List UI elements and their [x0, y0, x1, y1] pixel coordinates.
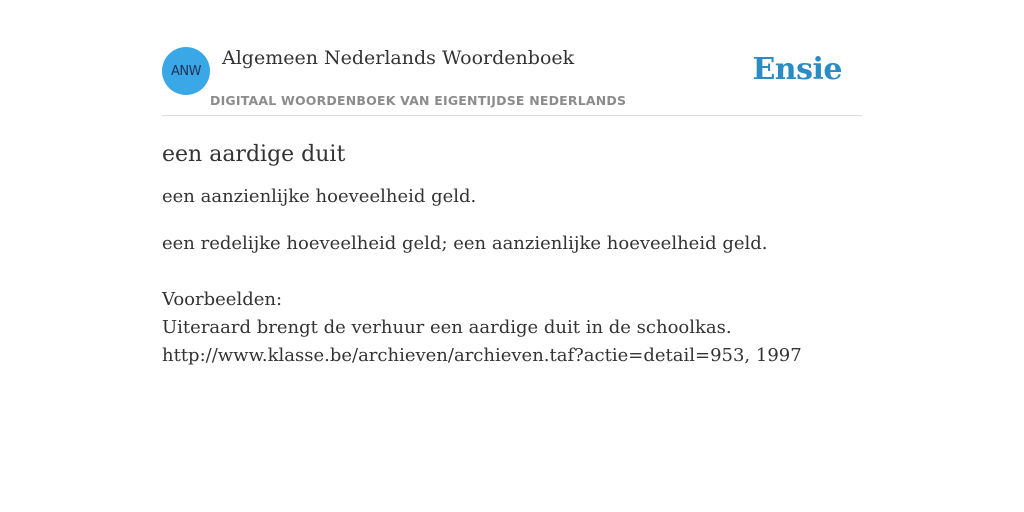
definition-2: een redelijke hoeveelheid geld; een aanzienlijke hoeveelheid geld.: [162, 233, 768, 254]
site-header: [162, 46, 862, 116]
ensie-brand-logo[interactable]: Ensie: [752, 52, 842, 87]
site-subtitle: DIGITAAL WOORDENBOEK VAN EIGENTIJDSE NEDERLANDS: [210, 93, 627, 108]
definition-1: een aanzienlijke hoeveelheid geld.: [162, 186, 477, 207]
logo-text: ANW: [171, 63, 201, 79]
example-source: http://www.klasse.be/archieven/archieven.taf?actie=detail=953, 1997: [162, 345, 802, 366]
examples-block: [162, 286, 862, 370]
example-sentence: Uiteraard brengt de verhuur een aardige duit in de schoolkas.: [162, 317, 732, 338]
examples-label: Voorbeelden:: [162, 289, 283, 310]
page: [162, 0, 862, 370]
entry-content: [162, 140, 862, 370]
anw-logo[interactable]: [162, 47, 210, 95]
entry-term: een aardige duit: [162, 142, 346, 167]
site-title[interactable]: Algemeen Nederlands Woordenboek: [222, 47, 575, 69]
